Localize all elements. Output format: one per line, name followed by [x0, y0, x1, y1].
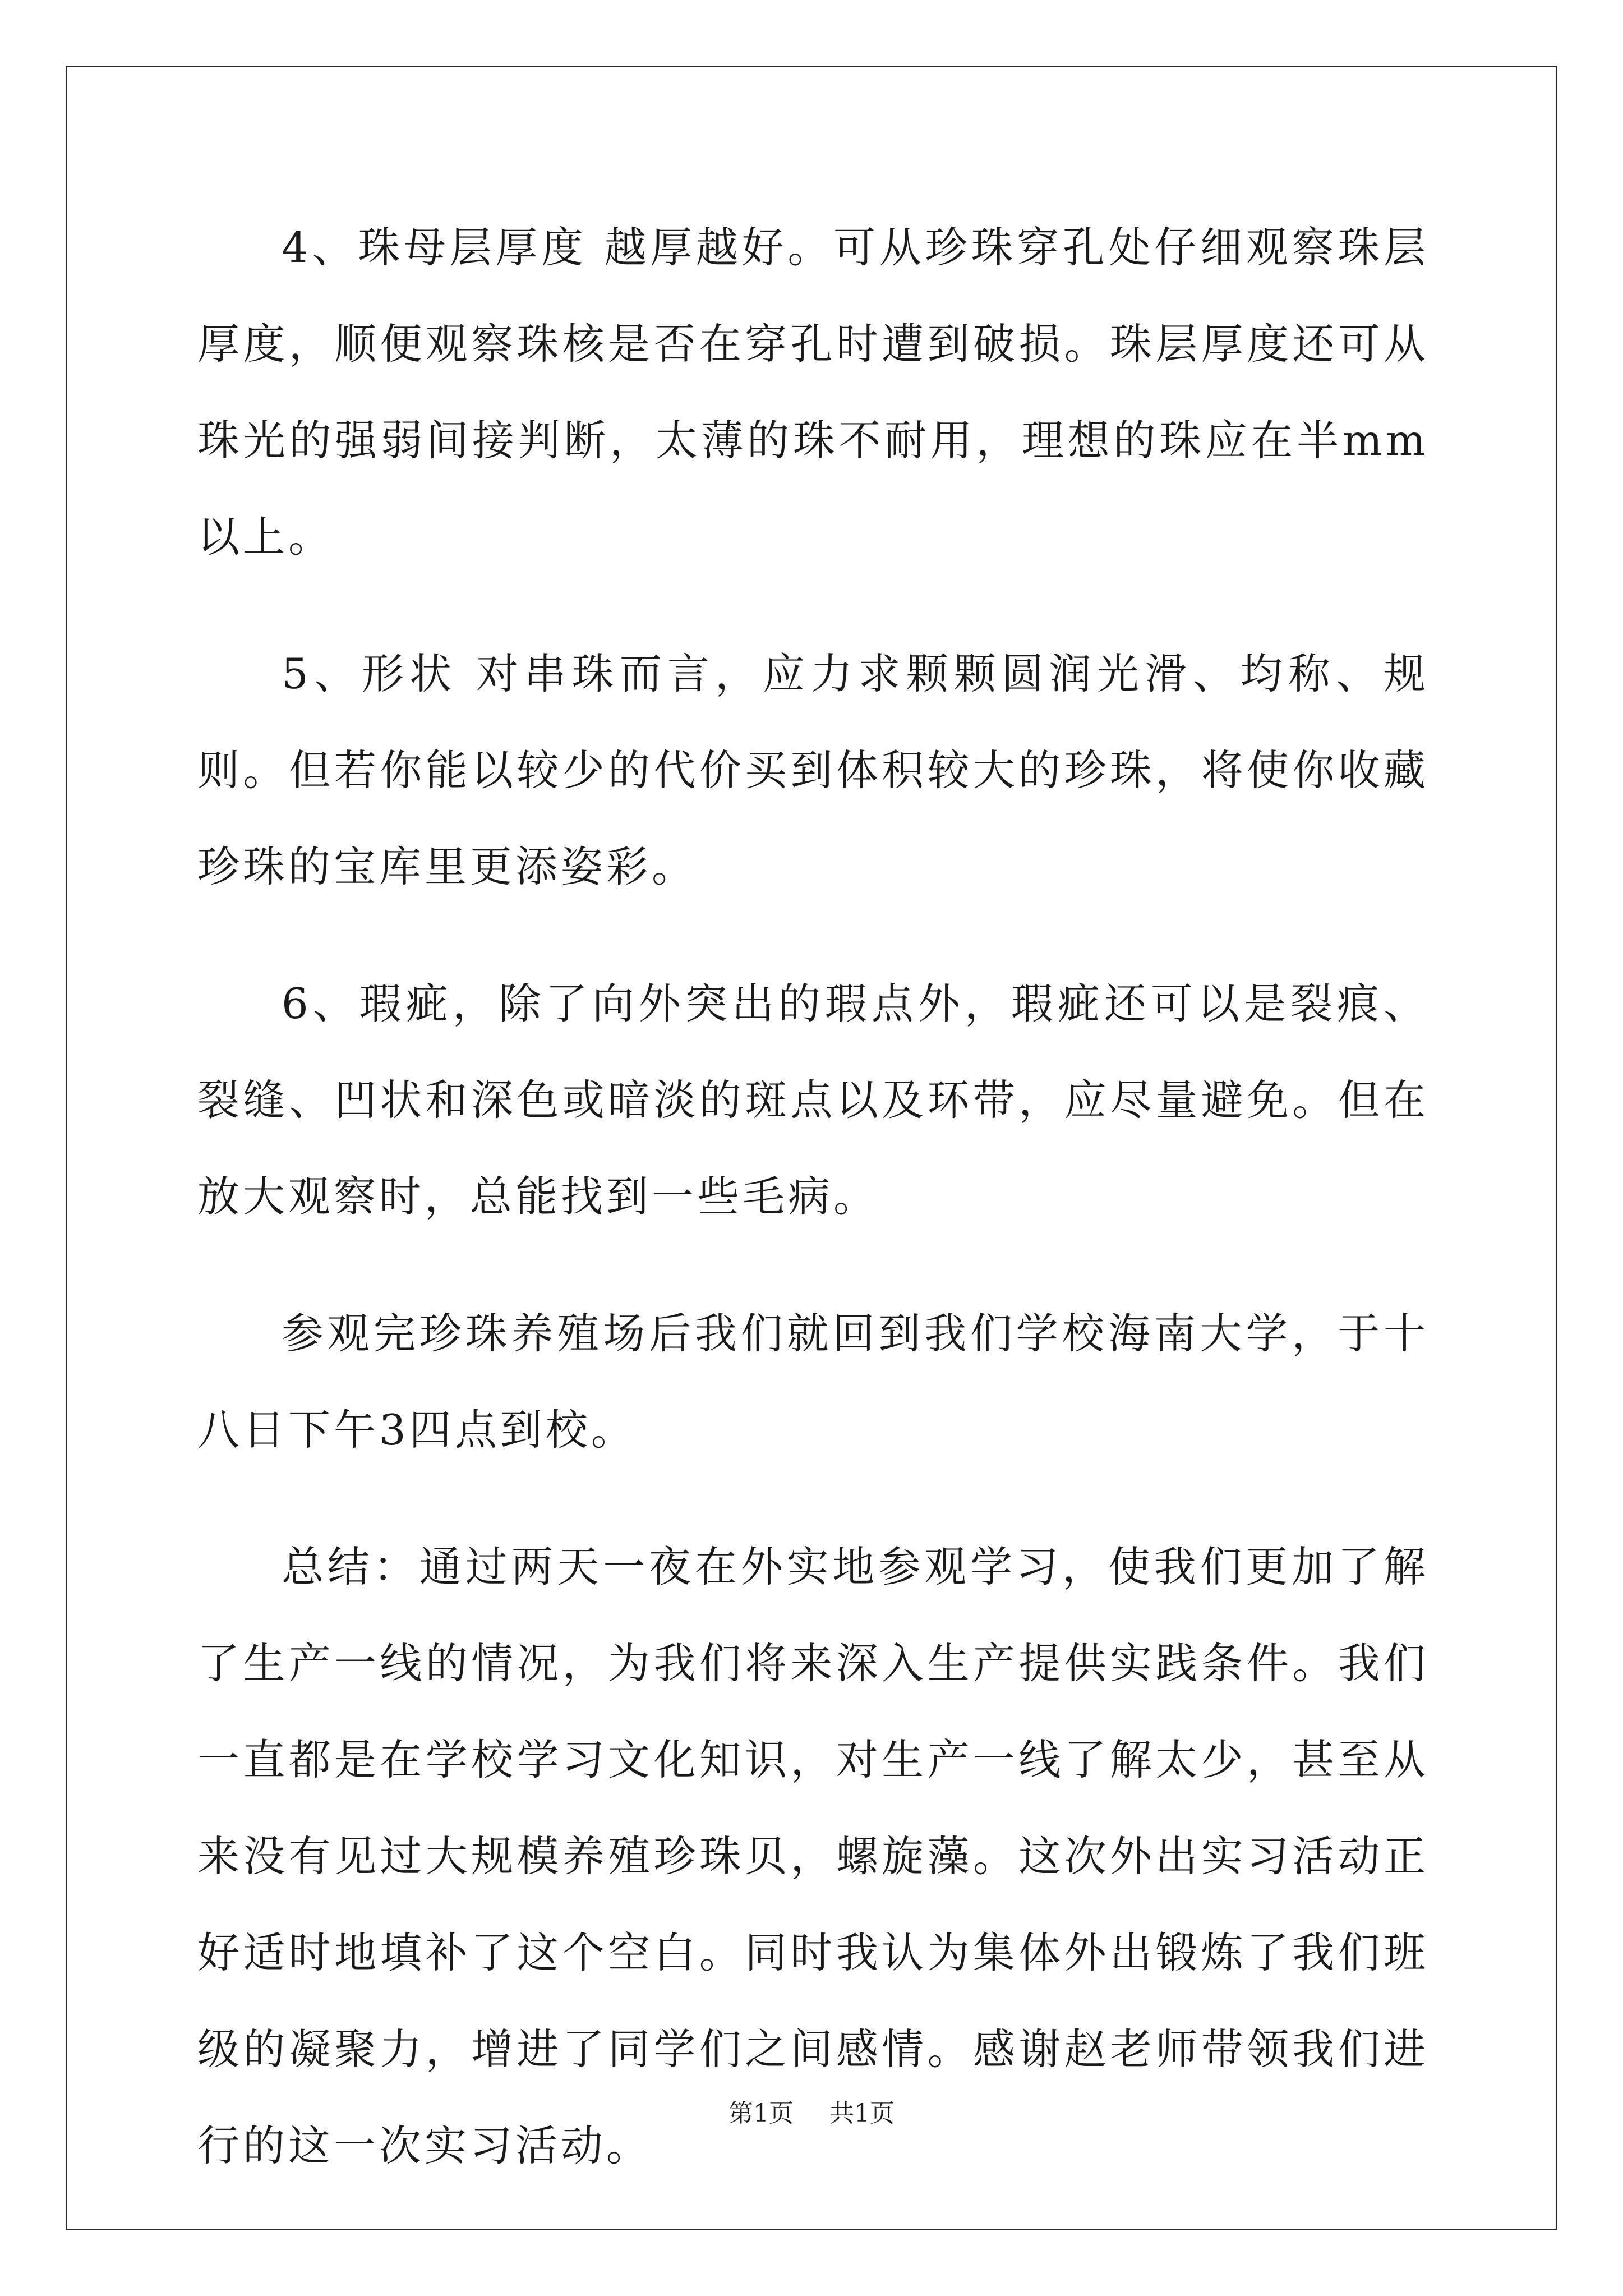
paragraph-return-to-school: 参观完珍珠养殖场后我们就回到我们学校海南大学，于十八日下午3四点到校。 [197, 1309, 1429, 1455]
page-number-current: 第1页 [728, 2099, 794, 2128]
paragraph-summary: 总结：通过两天一夜在外实地参观学习，使我们更加了解了生产一线的情况，为我们将来深入生产提供实践条件。我们一直都是在学校学习文化知识，对生产一线了解太少，甚至从来没有见过大规模养殖珍珠贝，螺旋藻。这次外出实习活动正好适时地填补了这个空白。同时我认为集体外出锻炼了我们班级的凝聚力，增进了同学们之间感情。感谢赵老师带领我们进行的这一次实习活动。 [197, 1542, 1429, 2170]
paragraph-pearl-shape: 5、形状 对串珠而言，应力求颗颗圆润光滑、均称、规则。但若你能以较少的代价买到体积较大的珍珠，将使你收藏珍珠的宝库里更添姿彩。 [197, 649, 1429, 891]
paragraph-pearl-layer-thickness: 4、珠母层厚度 越厚越好。可从珍珠穿孔处仔细观察珠层厚度，顺便观察珠核是否在穿孔时遭到破损。珠层厚度还可从珠光的强弱间接判断，太薄的珠不耐用，理想的珠应在半mm以上。 [197, 223, 1429, 562]
document-body [197, 199, 1429, 2234]
page-number-total: 共1页 [829, 2099, 895, 2128]
page-footer [0, 2097, 1623, 2131]
paragraph-pearl-flaws: 6、瑕疵，除了向外突出的瑕点外，瑕疵还可以是裂痕、裂缝、凹状和深色或暗淡的斑点以及环带，应尽量避免。但在放大观察时，总能找到一些毛病。 [197, 979, 1429, 1221]
